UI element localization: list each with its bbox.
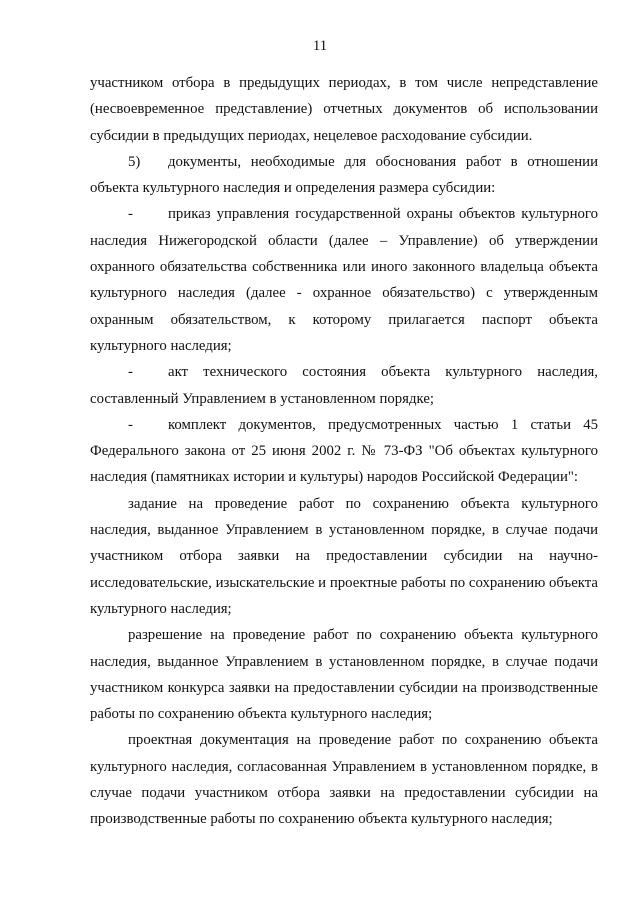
dash-item-documents <box>90 412 598 491</box>
page-number: 11 <box>312 38 328 54</box>
paragraph-text: участником отбора в предыдущих периодах, в том числе непредставление (несвоевременное представление) отчетных документов об использовании субсидии в предыдущих периодах, нецелевое расходование субсидии. <box>90 75 598 144</box>
list-marker: 5) <box>128 153 141 170</box>
paragraph-assignment <box>90 491 598 622</box>
dash-item-order <box>90 201 598 359</box>
paragraph-text: разрешение на проведение работ по сохранению объекта культурного наследия, выданное Управлением в установленном порядке, в случае подачи участником конкурса заявки на предоставлении субсидии на производственные работы по сохранению объекта культурного наследия; <box>90 627 598 723</box>
list-marker: - <box>128 416 133 433</box>
list-marker: - <box>128 206 133 223</box>
paragraph-text: акт технического состояния объекта культурного наследия, составленный Управлением в установленном порядке; <box>90 364 598 407</box>
paragraph-continuation <box>90 70 598 149</box>
paragraph-permit <box>90 622 598 727</box>
paragraph-text: приказ управления государственной охраны объектов культурного наследия Нижегородской области (далее – Управление) об утверждении охранного обязательства собственника или иного законного владельца объекта культурного наследия (далее - охранное обязательство) с утвержденным охранным обязательством, к которому прилагается паспорт объекта культурного наследия; <box>90 206 598 354</box>
paragraph-text: документы, необходимые для обоснования работ в отношении объекта культурного наследия и определения размера субсидии: <box>90 153 598 197</box>
document-body <box>90 70 598 833</box>
list-marker: - <box>128 364 133 381</box>
paragraph-project-docs <box>90 727 598 832</box>
paragraph-text: задание на проведение работ по сохранению объекта культурного наследия, выданное Управлением в установленном порядке, в случае подачи участником отбора заявки на предоставлении субсидии на научно-исследовательские, изыскательские и проектные работы по сохранению объекта культурного наследия; <box>90 495 598 617</box>
paragraph-text: проектная документация на проведение работ по сохранению объекта культурного наследия, согласованная Управлением в установленном порядке, в случае подачи участником отбора заявки на предоставлении субсидии на производственные работы по сохранению объекта культурного наследия; <box>90 732 598 828</box>
dash-item-act <box>90 359 598 412</box>
list-item-5 <box>90 149 598 202</box>
paragraph-text: комплект документов, предусмотренных частью 1 статьи 45 Федерального закона от 25 июня 2002 г. № 73-ФЗ "Об объектах культурного наследия (памятниках истории и культуры) народов Российской Федерации": <box>90 416 598 486</box>
